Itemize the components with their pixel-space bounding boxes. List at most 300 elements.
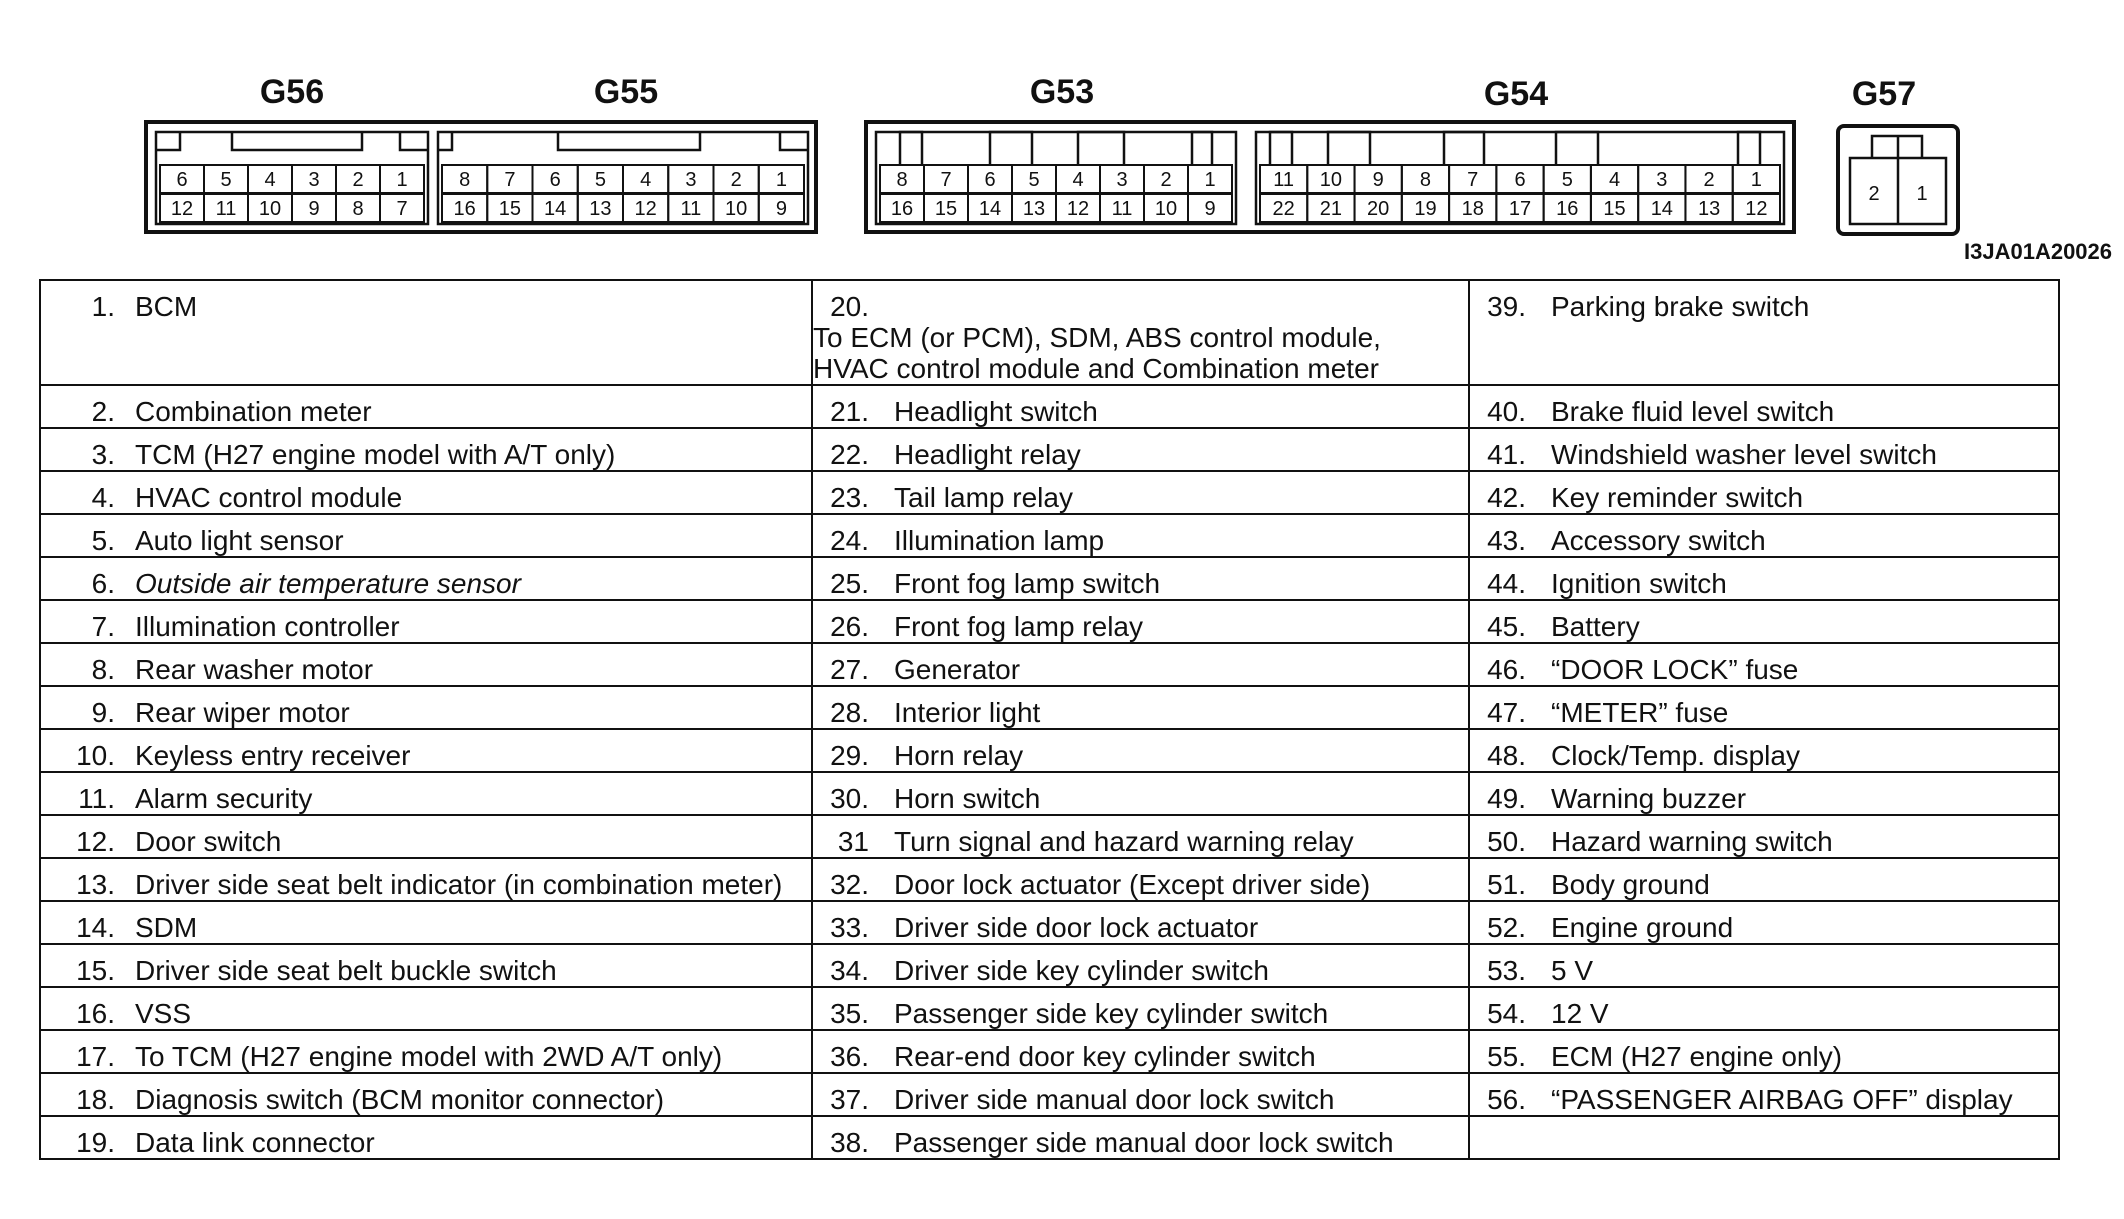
legend-item-label: [894, 482, 1073, 513]
legend-item-label: [135, 740, 410, 771]
pin-number: 6: [984, 169, 996, 191]
pin-number: 1: [1204, 169, 1216, 191]
legend-item-number: 35.: [830, 998, 869, 1029]
legend-item-number: 22.: [830, 439, 869, 470]
legend-item-label: [135, 826, 281, 857]
connector-g53-pins: [880, 165, 1232, 222]
component-legend-table: [39, 279, 2060, 1160]
legend-item-label: [894, 1084, 1334, 1115]
legend-item-text: “DOOR LOCK” fuse: [1551, 654, 1799, 685]
pin-number: 8: [459, 169, 471, 191]
pin-number: 13: [1022, 198, 1046, 220]
legend-row: [40, 514, 2059, 557]
legend-cell: [1469, 643, 2059, 686]
legend-cell: [1469, 280, 2059, 385]
legend-cell: [812, 1030, 1469, 1073]
legend-item-text: Driver side key cylinder switch: [894, 955, 1269, 986]
pin-number: 20: [1367, 198, 1390, 220]
legend-cell: [40, 471, 812, 514]
legend-item-text: Horn switch: [894, 783, 1041, 814]
legend-row: [40, 1073, 2059, 1116]
legend-cell: [1469, 557, 2059, 600]
legend-item-number: 45.: [1487, 611, 1526, 642]
pin-number: 7: [504, 169, 516, 191]
pin-number: 15: [498, 198, 521, 220]
legend-item-text: Diagnosis switch (BCM monitor connector): [135, 1084, 665, 1115]
legend-row: [40, 600, 2059, 643]
legend-cell: [812, 280, 1469, 385]
legend-item-number: 12.: [76, 826, 115, 857]
legend-item-label: [894, 396, 1098, 427]
pin-number: 13: [1697, 198, 1721, 220]
legend-cell: [1469, 772, 2059, 815]
legend-item-number: 43.: [1487, 525, 1526, 556]
legend-item-label: [894, 697, 1040, 728]
pin-number: 2: [730, 169, 742, 191]
legend-cell: [40, 815, 812, 858]
legend-item-text: Driver side manual door lock switch: [894, 1084, 1335, 1115]
legend-item-text: 12 V: [1551, 998, 1609, 1029]
connector-title-g57: G57: [1851, 75, 1917, 113]
legend-row: [40, 815, 2059, 858]
pin-number: 18: [1461, 198, 1484, 220]
pin-number: 7: [396, 198, 408, 220]
legend-item-number: 36.: [830, 1041, 869, 1072]
legend-item-text: HVAC control module: [135, 482, 403, 513]
legend-cell: [1469, 428, 2059, 471]
legend-item-label: [1551, 869, 1710, 900]
legend-row: [40, 428, 2059, 471]
legend-item-text: Door switch: [135, 826, 282, 857]
legend-item-number: 46.: [1487, 654, 1526, 685]
pin-number: 10: [725, 198, 748, 220]
pin-number: 2: [1703, 169, 1715, 191]
legend-item-label: [1551, 568, 1727, 599]
connector-title-g53: G53: [1029, 73, 1095, 111]
pin-number: 16: [453, 198, 476, 220]
legend-item-text: ECM (H27 engine only): [1551, 1041, 1843, 1072]
legend-item-label: [894, 525, 1104, 556]
legend-item-number: 34.: [830, 955, 869, 986]
legend-cell: [40, 280, 812, 385]
legend-cell: [812, 1116, 1469, 1159]
legend-cell: [812, 557, 1469, 600]
legend-cell: [812, 944, 1469, 987]
pin-number: 6: [176, 169, 188, 191]
pin-number: 19: [1414, 198, 1437, 220]
legend-item-label: [135, 611, 400, 642]
pin-number: 5: [220, 169, 232, 191]
legend-item-number: 17.: [76, 1041, 115, 1072]
pin-number: 13: [589, 198, 612, 220]
legend-item-label: [135, 869, 782, 900]
legend-cell: [812, 858, 1469, 901]
connector-g55-pins: [442, 165, 804, 222]
legend-cell: [812, 815, 1469, 858]
legend-cell: [40, 643, 812, 686]
legend-item-label: [894, 912, 1258, 943]
g57-pin: 2: [1868, 183, 1880, 205]
legend-item-label: [135, 525, 344, 556]
legend-item-number: 15.: [76, 955, 115, 986]
legend-item-label: [135, 654, 373, 685]
pin-number: 12: [170, 198, 194, 220]
legend-cell: [1469, 729, 2059, 772]
legend-item-number: 10.: [76, 740, 115, 771]
legend-item-label: [1551, 912, 1733, 943]
legend-item-text: Auto light sensor: [135, 525, 344, 556]
legend-cell: [40, 1030, 812, 1073]
legend-item-text: Battery: [1551, 611, 1640, 642]
legend-item-text: Windshield washer level switch: [1551, 439, 1937, 470]
legend-item-label: [894, 654, 1020, 685]
legend-item-text: Horn relay: [894, 740, 1024, 771]
legend-item-text: Headlight switch: [894, 396, 1098, 427]
pin-number: 4: [1608, 169, 1621, 191]
legend-cell: [1469, 1030, 2059, 1073]
pin-number: 11: [215, 198, 237, 220]
legend-item-number: 25.: [830, 568, 869, 599]
legend-item-number: 51.: [1487, 869, 1526, 900]
legend-cell: [812, 1073, 1469, 1116]
legend-row: [40, 772, 2059, 815]
legend-cell: [40, 1073, 812, 1116]
legend-item-text: Parking brake switch: [1551, 291, 1810, 322]
legend-item-label: [135, 998, 191, 1029]
legend-item-text: Generator: [894, 654, 1021, 685]
legend-item-label: [135, 783, 312, 814]
legend-item-number: 3.: [91, 439, 115, 470]
legend-item-text: To TCM (H27 engine model with 2WD A/T only): [135, 1041, 723, 1072]
legend-item-label: [1551, 1084, 2013, 1115]
legend-row: [40, 280, 2059, 385]
legend-cell: [1469, 385, 2059, 428]
pin-number: 15: [1603, 198, 1626, 220]
pin-number: 8: [1419, 169, 1432, 191]
pin-number: 4: [1072, 169, 1084, 191]
legend-item-number: 13.: [76, 869, 115, 900]
legend-row: [40, 729, 2059, 772]
legend-cell: [1469, 686, 2059, 729]
legend-item-text: Headlight relay: [894, 439, 1081, 470]
pin-number: 17: [1508, 198, 1532, 220]
legend-item-text: Warning buzzer: [1551, 783, 1747, 814]
pin-number: 1: [1750, 169, 1762, 191]
pin-number: 5: [1028, 169, 1040, 191]
connector-g54-pins: [1260, 165, 1780, 222]
pin-number: 21: [1319, 198, 1343, 220]
legend-item-text: TCM (H27 engine model with A/T only): [135, 439, 616, 470]
legend-row: [40, 385, 2059, 428]
pin-number: 12: [1745, 198, 1768, 220]
legend-cell: [1469, 514, 2059, 557]
pin-number: 5: [594, 169, 606, 191]
legend-item-number: 41.: [1487, 439, 1526, 470]
legend-cell: [812, 643, 1469, 686]
legend-cell: [40, 385, 812, 428]
legend-item-label: [1551, 826, 1833, 857]
legend-item-text: Keyless entry receiver: [135, 740, 411, 771]
pin-number: 15: [934, 198, 958, 220]
legend-row: [40, 901, 2059, 944]
pin-number: 10: [258, 198, 282, 220]
legend-item-number: 52.: [1487, 912, 1526, 943]
legend-item-label: [1551, 291, 1809, 322]
legend-cell: [1469, 858, 2059, 901]
connector-g57: [1838, 126, 1958, 234]
legend-item-number: 2.: [91, 396, 115, 427]
pin-number: 3: [685, 169, 697, 191]
legend-item-text: Clock/Temp. display: [1551, 740, 1800, 771]
legend-item-label: [1551, 998, 1609, 1029]
legend-item-number: 40.: [1487, 396, 1526, 427]
connector-title-g56: G56: [259, 73, 325, 111]
legend-item-number: 1.: [91, 291, 115, 322]
legend-item-label: [135, 1084, 664, 1115]
legend-cell: [812, 772, 1469, 815]
legend-cell: [812, 514, 1469, 557]
legend-item-number: 14.: [76, 912, 115, 943]
legend-item-label: [1551, 396, 1834, 427]
pin-number: 11: [680, 198, 702, 220]
legend-item-label: [135, 482, 402, 513]
legend-item-label: [1551, 1041, 1842, 1072]
legend-cell: [40, 944, 812, 987]
pin-number: 1: [396, 169, 408, 191]
legend-item-text: BCM: [135, 291, 198, 322]
legend-item-text: 5 V: [1551, 955, 1594, 986]
legend-item-text: “METER” fuse: [1551, 697, 1729, 728]
legend-item-text: SDM: [135, 912, 198, 943]
legend-item-number: 48.: [1487, 740, 1526, 771]
legend-item-number: 11.: [78, 783, 115, 814]
pin-number: 6: [1514, 169, 1526, 191]
legend-item-text: Illumination lamp: [894, 525, 1105, 556]
legend-item-text: Rear washer motor: [135, 654, 374, 685]
legend-item-number: 50.: [1487, 826, 1526, 857]
pin-number: 22: [1272, 198, 1295, 220]
legend-item-number: 30.: [830, 783, 869, 814]
legend-cell: [1469, 987, 2059, 1030]
legend-item-number: 49.: [1487, 783, 1526, 814]
legend-item-label: [1551, 525, 1766, 556]
legend-item-text: Body ground: [1551, 869, 1710, 900]
legend-cell: [1469, 471, 2059, 514]
legend-item-number: 44.: [1487, 568, 1526, 599]
legend-item-text-line2: HVAC control module and Combination meter: [813, 353, 1379, 384]
figure-reference-code: I3JA01A20026: [1964, 239, 2113, 264]
legend-item-number: 47.: [1487, 697, 1526, 728]
legend-item-number: 37.: [830, 1084, 869, 1115]
legend-item-number: 38.: [830, 1127, 869, 1158]
legend-item-text: Passenger side manual door lock switch: [894, 1127, 1394, 1158]
legend-item-text: Door lock actuator (Except driver side): [894, 869, 1371, 900]
g57-pin: 1: [1916, 183, 1928, 205]
legend-item-label: [894, 439, 1081, 470]
legend-cell: [1469, 1116, 2059, 1159]
pin-number: 4: [264, 169, 276, 191]
legend-cell: [812, 729, 1469, 772]
pin-number: 16: [1556, 198, 1579, 220]
pin-number: 8: [352, 198, 364, 220]
legend-item-text: VSS: [135, 998, 192, 1029]
legend-item-label: [135, 396, 372, 427]
legend-item-label: [1551, 740, 1800, 771]
legend-item-label: [1551, 955, 1593, 986]
legend-item-text: Tail lamp relay: [894, 482, 1073, 513]
legend-item-text: Combination meter: [135, 396, 372, 427]
pin-number: 6: [549, 169, 561, 191]
legend-item-text: Interior light: [894, 697, 1041, 728]
legend-item-text: Passenger side key cylinder switch: [894, 998, 1329, 1029]
legend-cell: [40, 686, 812, 729]
legend-item-label: [1551, 697, 1728, 728]
legend-cell: [40, 514, 812, 557]
legend-item-number: 28.: [830, 697, 869, 728]
legend-item-text: Front fog lamp relay: [894, 611, 1143, 642]
pin-number: 9: [308, 198, 320, 220]
pin-number: 7: [940, 169, 952, 191]
legend-cell: [40, 557, 812, 600]
legend-item-label: [894, 869, 1370, 900]
pin-number: 12: [634, 198, 657, 220]
legend-cell: [40, 987, 812, 1030]
legend-item-text: Data link connector: [135, 1127, 375, 1158]
legend-item-label: [135, 955, 557, 986]
legend-item-label: [894, 740, 1023, 771]
pin-number: 4: [640, 169, 652, 191]
legend-item-number: 39.: [1487, 291, 1526, 322]
legend-cell: [40, 428, 812, 471]
legend-row: [40, 1116, 2059, 1159]
pin-number: 11: [1111, 198, 1133, 220]
legend-cell: [812, 987, 1469, 1030]
legend-item-number: 42.: [1487, 482, 1526, 513]
legend-item-number: 27.: [830, 654, 869, 685]
legend-item-number: 32.: [830, 869, 869, 900]
legend-cell: [812, 600, 1469, 643]
pin-number: 5: [1561, 169, 1573, 191]
pin-number: 2: [352, 169, 364, 191]
pin-number: 1: [775, 169, 787, 191]
legend-item-text: Outside air temperature sensor: [135, 568, 521, 599]
pin-number: 9: [1204, 198, 1216, 220]
legend-item-label: [894, 1041, 1316, 1072]
legend-item-text: Hazard warning switch: [1551, 826, 1833, 857]
legend-item-number: 29.: [830, 740, 869, 771]
legend-item-label: [894, 1127, 1394, 1158]
legend-item-number: 20.: [830, 291, 869, 322]
pin-number: 10: [1154, 198, 1178, 220]
legend-row: [40, 1030, 2059, 1073]
legend-item-label: [894, 998, 1328, 1029]
legend-cell: [1469, 815, 2059, 858]
pin-number: 16: [890, 198, 914, 220]
legend-item-text: Driver side door lock actuator: [894, 912, 1259, 943]
legend-cell: [812, 686, 1469, 729]
pin-number: 14: [978, 198, 1002, 220]
legend-cell: [40, 729, 812, 772]
legend-cell: [1469, 1073, 2059, 1116]
connector-g56-pins: [160, 165, 424, 222]
legend-item-number: 31: [837, 826, 869, 857]
legend-item-text: “PASSENGER AIRBAG OFF” display: [1551, 1084, 2013, 1115]
legend-item-label: [1551, 611, 1640, 642]
legend-item-text: Alarm security: [135, 783, 313, 814]
legend-item-number: 53.: [1487, 955, 1526, 986]
legend-item-number: 54.: [1487, 998, 1526, 1029]
connector-title-g55: G55: [593, 73, 659, 111]
pin-number: 10: [1319, 169, 1343, 191]
legend-item-number: 18.: [76, 1084, 115, 1115]
connector-housing-g56-g55: [146, 122, 816, 232]
legend-item-label: [135, 1127, 375, 1158]
legend-cell: [40, 772, 812, 815]
pin-number: 2: [1160, 169, 1172, 191]
connector-title-g54: G54: [1483, 75, 1549, 113]
legend-item-number: 19.: [76, 1127, 115, 1158]
pin-number: 8: [896, 169, 908, 191]
legend-row: [40, 944, 2059, 987]
pin-number: 3: [1116, 169, 1128, 191]
legend-item-number: 21.: [830, 396, 869, 427]
legend-item-number: 9.: [91, 697, 115, 728]
legend-cell: [40, 901, 812, 944]
connector-diagram: [0, 0, 2124, 260]
pin-number: 12: [1066, 198, 1090, 220]
legend-cell: [1469, 944, 2059, 987]
legend-cell: [812, 428, 1469, 471]
legend-item-label: [135, 568, 521, 599]
pin-number: 7: [1467, 169, 1479, 191]
pin-number: 9: [1372, 169, 1384, 191]
legend-row: [40, 686, 2059, 729]
legend-row: [40, 643, 2059, 686]
legend-item-label: [135, 291, 197, 322]
legend-row: [40, 987, 2059, 1030]
legend-cell: [40, 858, 812, 901]
legend-cell: [40, 600, 812, 643]
legend-item-text: Rear wiper motor: [135, 697, 350, 728]
legend-item-number: 23.: [830, 482, 869, 513]
legend-item-number: 8.: [91, 654, 115, 685]
legend-item-text: Turn signal and hazard warning relay: [894, 826, 1354, 857]
legend-item-label: [135, 912, 197, 943]
legend-item-text: Illumination controller: [135, 611, 400, 642]
legend-item-number: 7.: [91, 611, 115, 642]
legend-item-text: Ignition switch: [1551, 568, 1727, 599]
legend-item-label: [894, 783, 1040, 814]
legend-item-label: [894, 568, 1160, 599]
legend-item-text: Front fog lamp switch: [894, 568, 1161, 599]
legend-item-number: 16.: [76, 998, 115, 1029]
legend-item-label: [135, 439, 615, 470]
legend-item-label: [1551, 654, 1798, 685]
legend-item-label: [894, 826, 1354, 857]
legend-item-label: [894, 955, 1269, 986]
legend-item-number: 26.: [830, 611, 869, 642]
legend-cell: [1469, 600, 2059, 643]
legend-item-text: Key reminder switch: [1551, 482, 1804, 513]
pin-number: 3: [1656, 169, 1668, 191]
legend-row: [40, 557, 2059, 600]
legend-row: [40, 471, 2059, 514]
legend-item-label: [1551, 482, 1803, 513]
legend-item-number: 56.: [1487, 1084, 1526, 1115]
legend-item-label: [135, 1041, 722, 1072]
legend-item-text: Engine ground: [1551, 912, 1734, 943]
legend-item-number: 55.: [1487, 1041, 1526, 1072]
